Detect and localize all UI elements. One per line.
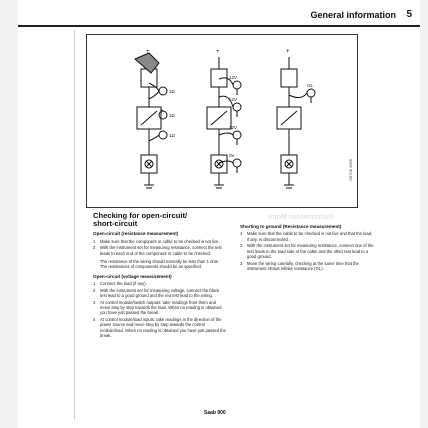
binding-margin-line (74, 30, 75, 420)
list-item (93, 245, 227, 256)
section-title-line-1: Checking for open-circuit/ (93, 211, 188, 220)
list-item (240, 261, 374, 272)
list-item (93, 281, 227, 286)
voltage-label-12v-b: 12V (229, 97, 238, 102)
manual-page (18, 0, 420, 428)
step-number: 1 (93, 238, 96, 244)
footer-text: Saab 900 (204, 410, 226, 416)
circuit-diagram-svg (87, 35, 357, 207)
step-number: 1 (93, 281, 96, 286)
plus-label-2: + (216, 49, 220, 55)
subheading-shorting-to-ground: Shorting to ground (Resistance measurement) (240, 224, 342, 229)
figure-code: D8706 4965 (348, 159, 353, 181)
list-item (93, 288, 227, 299)
step-number: 2 (240, 243, 243, 249)
bleed-through-text: Instrumenten Moire (268, 214, 333, 221)
step-number: 2 (93, 287, 96, 293)
step-number: 2 (93, 245, 96, 251)
ohm-label-mid: 1Ω (169, 113, 175, 118)
step-number: 3 (240, 260, 243, 266)
step-number: 3 (93, 299, 96, 305)
step-text: Connect the load (if any). (100, 281, 147, 286)
plus-label-1: + (146, 49, 150, 55)
left-column (93, 210, 227, 339)
circuit-diagram (86, 34, 358, 208)
header-rule (18, 25, 420, 27)
list-item (93, 239, 227, 244)
section-title (93, 212, 227, 228)
step-number: 1 (240, 231, 243, 237)
resistance-note: The resistance of the wiring should normally be less than 1 ohm. The resistances of components should be as specified. (100, 259, 220, 270)
step-text: At control module/switch outputs: take readings from them and move step by step towards the load. When no reading is obtained you have just passed the break. (100, 299, 222, 316)
fuse-3 (281, 69, 297, 87)
step-text: With the instrument set for measuring voltage, connect the black test lead to a good ground and the red test lead to the wiring. (100, 287, 220, 298)
step-text: With the instrument set for measuring resistance, connect one of the test leads to the load side of the cable and the other test lead to a good ground. (247, 243, 374, 259)
voltage-label-12v-a: 12V (229, 75, 238, 80)
ol-label: OL (307, 83, 314, 88)
voltage-label-12v-c: 12V (229, 125, 238, 130)
step-number: 4 (93, 317, 96, 322)
plus-label-3: + (286, 49, 290, 55)
page-footer (18, 408, 420, 424)
subheading-open-circuit-resistance: Open-circuit (resistance measurement) (93, 231, 179, 237)
list-item (93, 300, 227, 316)
step-text: Move the wiring carefully, checking at the same time that the instrument shows infinite resistance (OL). (247, 260, 359, 271)
list-item (240, 243, 374, 259)
list-item (240, 231, 374, 242)
step-text: At control module/load inputs: take readings in the direction of the power source and move step by step towards the control module/load. When no reading is obtained you have just passed the break. (100, 317, 226, 339)
voltage-label-0v: 0V (229, 153, 235, 158)
ohm-label-top: 1Ω (169, 89, 175, 94)
right-column (240, 210, 374, 271)
step-text: Make sure that the cable to be checked is not live and that the load, if any, is disconnected. (247, 231, 373, 242)
subheading-open-circuit-voltage: Open-circuit (voltage measurement) (93, 273, 172, 279)
page-number: 5 (406, 9, 412, 20)
section-title-line-2: short-circuit (93, 219, 138, 229)
header-title: General information (310, 10, 396, 20)
step-text: With the instrument set for measuring resistance, connect the test leads to each end of the component or cable to be checked. (100, 245, 222, 256)
ohm-label-bot: 1Ω (169, 133, 175, 138)
list-item (93, 317, 227, 339)
page-header (18, 6, 420, 28)
step-text: Make sure that the component or cable to be checked is not live. (100, 238, 220, 244)
